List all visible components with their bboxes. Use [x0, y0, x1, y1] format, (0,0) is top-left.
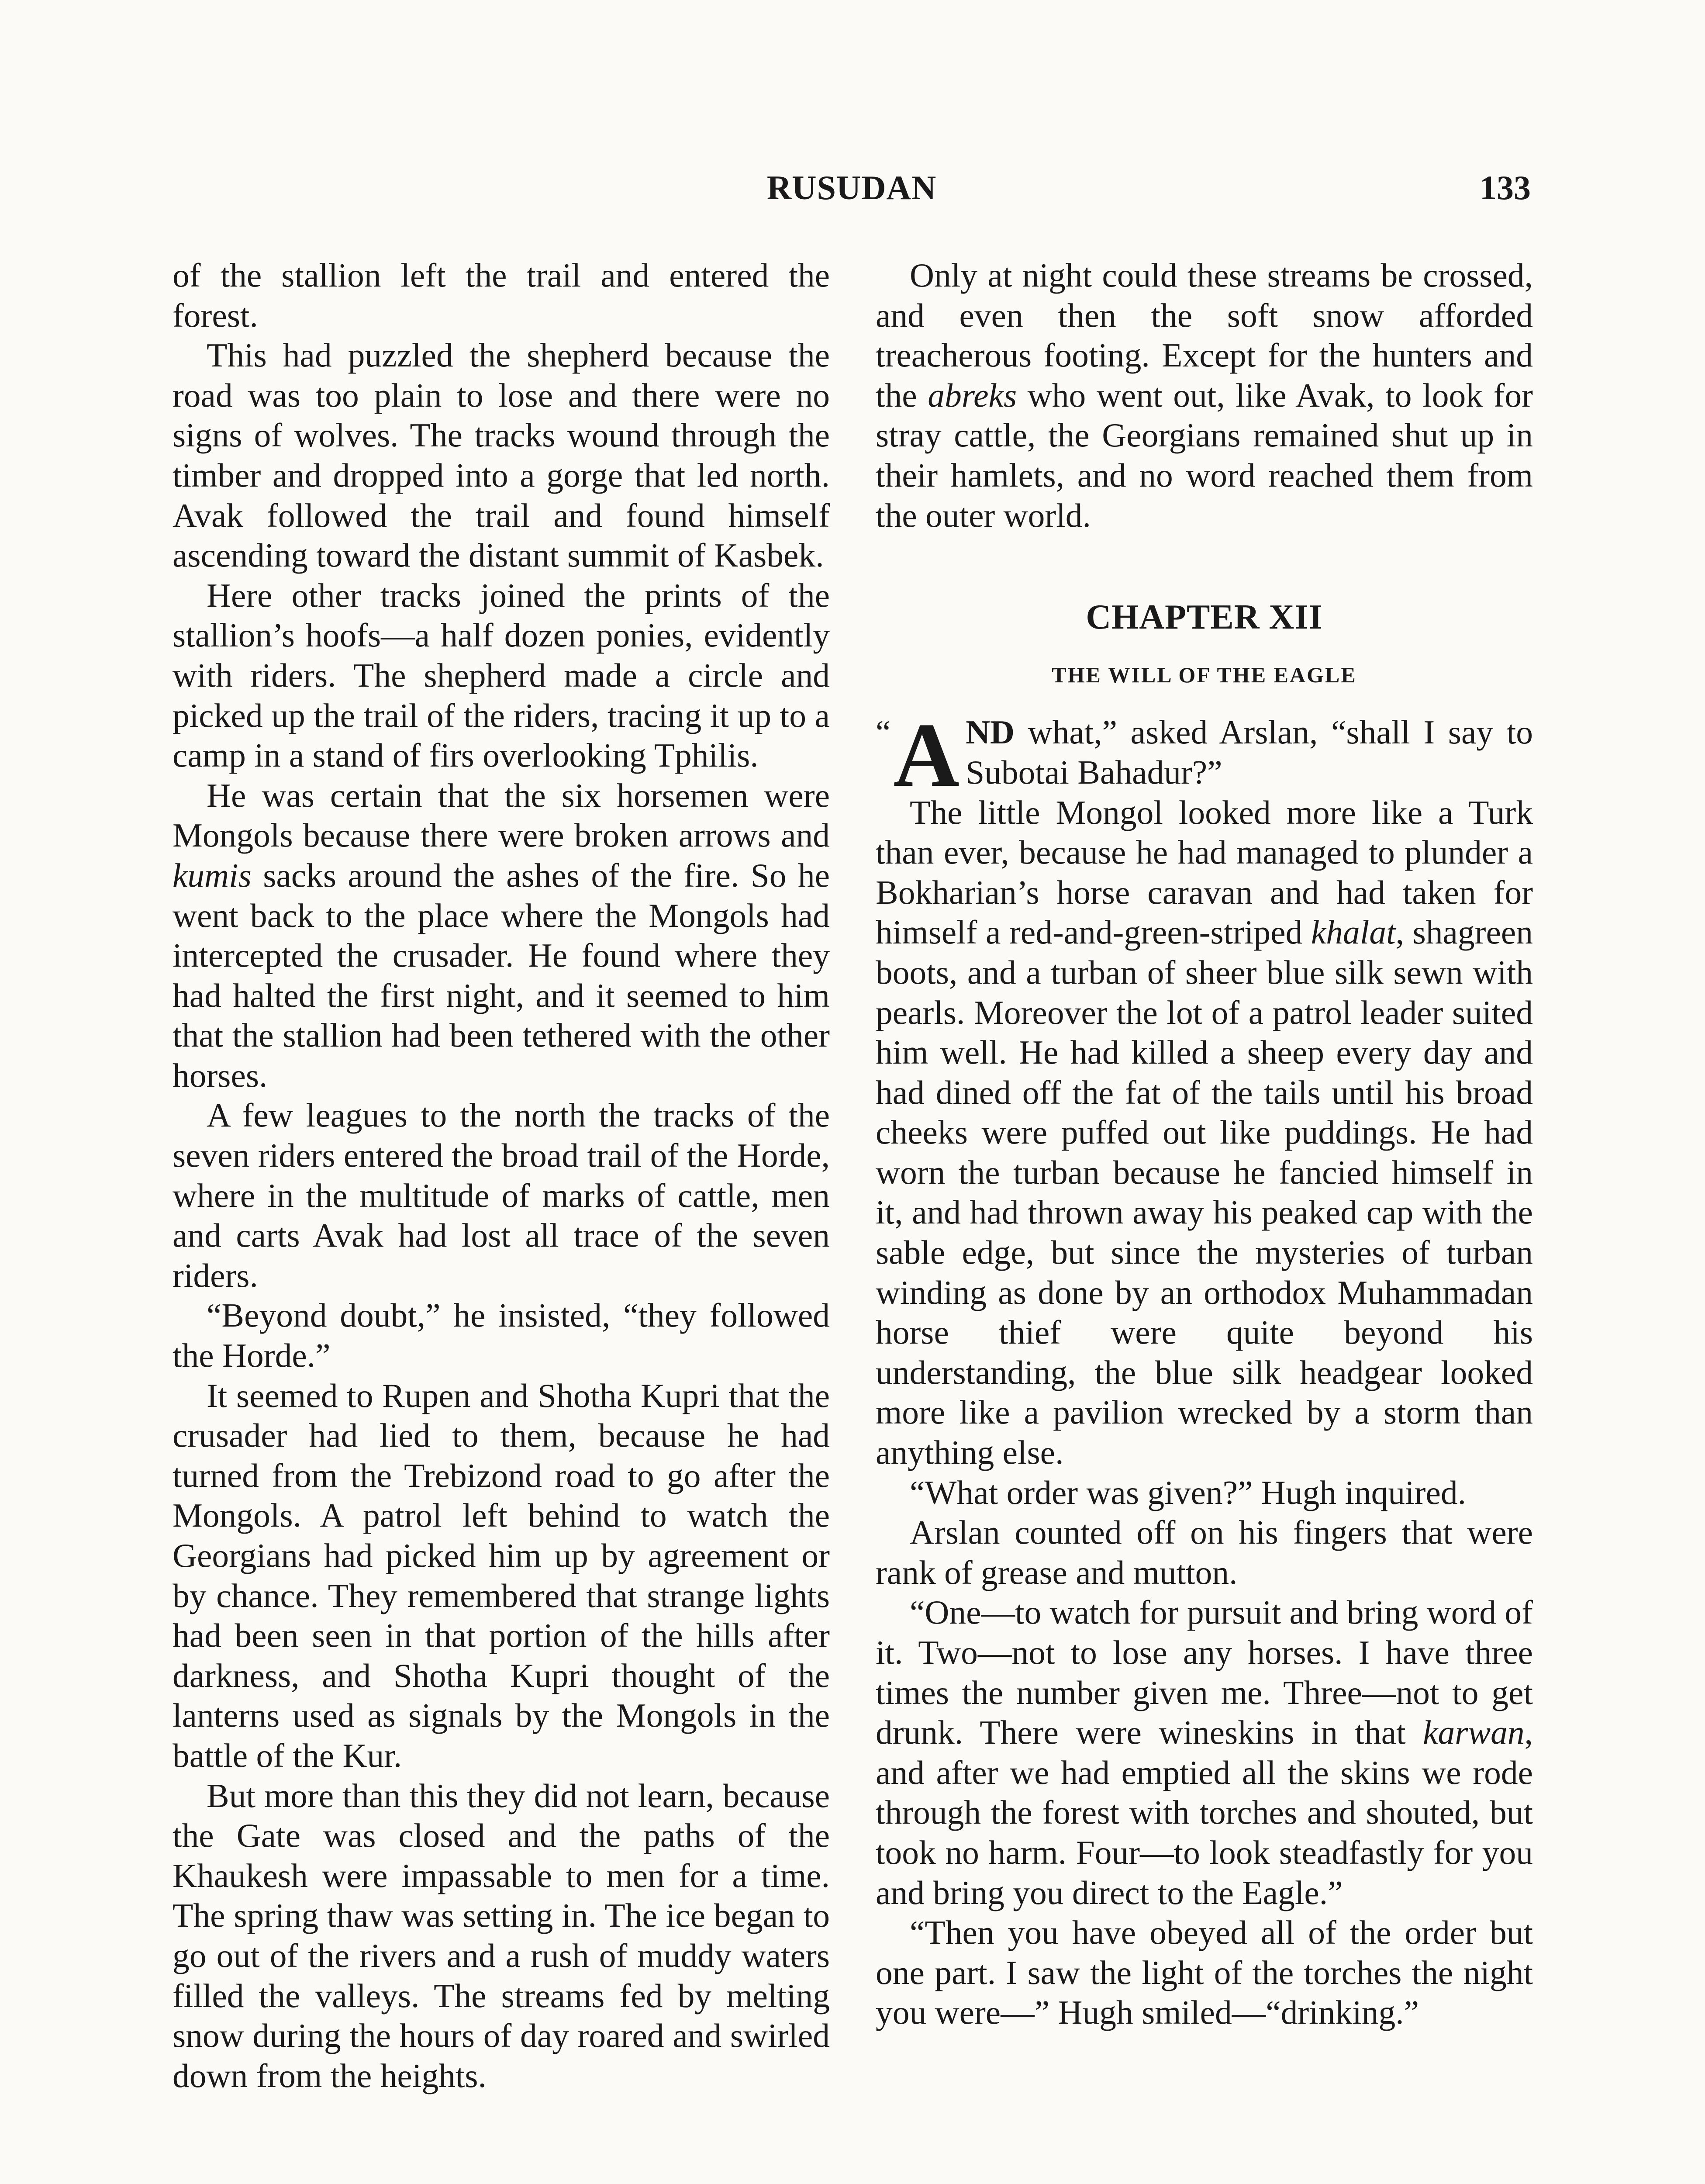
opening-small-caps: ND	[966, 713, 1015, 751]
opening-text: what,” asked Arslan, “shall I say to Subotai Bahadur?”	[966, 713, 1533, 791]
chapter-title: CHAPTER XII	[1086, 598, 1323, 637]
paragraph: “One—to watch for pursuit and bring word of it. Two—not to lose any horses. I have three times the number given me. Three—not to get drunk. There were wineskins in that karwan, and after we had emptied all the skins we rode through the forest with torches and shouted, but took no harm. Four—to look steadfastly for you and bring you direct to the Eagle.”	[876, 1593, 1533, 1911]
chapter-subtitle: THE WILL OF THE EAGLE	[1052, 662, 1357, 687]
paragraph: But more than this they did not learn, because the Gate was closed and the paths of the Khaukesh were impassable to men for a time. The spring thaw was setting in. The ice began to go out of the rivers and a rush of muddy waters filled the valleys. The streams fed by melting snow during the hours of day roared and swirled down from the heights.	[173, 1776, 830, 2094]
paragraph: Arslan counted off on his fingers that were rank of grease and mutton.	[876, 1514, 1533, 1591]
page-number: 133	[1480, 169, 1531, 207]
paragraph: Here other tracks joined the prints of the stallion’s hoofs—a half dozen ponies, evidently with riders. The shepherd made a circle and picked up the trail of the riders, tracing it up to a camp in a stand of firs overlooking Tphilis.	[173, 576, 830, 774]
paragraph: The little Mongol looked more like a Turk than ever, because he had managed to plunder a Bokharian’s horse caravan and had taken for himself a red-and-green-striped khalat, shagreen boots, and a turban of sheer blue silk sewn with pearls. Moreover the lot of a patrol leader suited him well. He had killed a sheep every day and had dined off the fat of the tails until his broad cheeks were puffed out like puddings. He had worn the turban because he fancied himself in it, and had thrown away his peaked cap with the sable edge, but since the mysteries of turban winding as done by an orthodox Muhammadan horse thief were quite beyond his understanding, the blue silk headgear looked more like a pavilion wrecked by a storm than anything else.	[876, 793, 1533, 1472]
paragraph: He was certain that the six horsemen were Mongols because there were broken arrows and kumis sacks around the ashes of the fire. So he went back to the place where the Mongols had intercepted the crusader. He found where they had halted the first night, and it seemed to him that the stallion had been tethered with the other horses.	[173, 776, 830, 1094]
drop-cap: A	[893, 705, 960, 806]
paragraph: This had puzzled the shepherd because the road was too plain to lose and there were no signs of wolves. The tracks wound through the timber and dropped into a gorge that led north. Avak followed the trail and found himself ascending toward the distant summit of Kasbek.	[173, 336, 830, 574]
left-column	[173, 256, 830, 2096]
right-column	[876, 256, 1533, 2033]
paragraph: Only at night could these streams be crossed, and even then the soft snow afforded treacherous footing. Except for the hunters and the abreks who went out, like Avak, to look for stray cattle, the Georgians remained shut up in their hamlets, and no word reached them from the outer world.	[876, 256, 1533, 534]
opening-quote-mark: “	[876, 713, 891, 751]
paragraph: “Then you have obeyed all of the order but one part. I saw the light of the torches the night you were—” Hugh smiled—“drinking.”	[876, 1914, 1533, 2032]
running-title: RUSUDAN	[766, 169, 937, 207]
paragraph: “What order was given?” Hugh inquired.	[910, 1473, 1466, 1511]
page-header	[173, 168, 1531, 221]
paragraph: “Beyond doubt,” he insisted, “they followed the Horde.”	[173, 1296, 830, 1375]
paragraph: A few leagues to the north the tracks of the seven riders entered the broad trail of the Horde, where in the multitude of marks of cattle, men and carts Avak had lost all trace of the seven riders.	[173, 1096, 830, 1294]
chapter-opening-paragraph	[876, 705, 1533, 806]
paragraph: of the stallion left the trail and entered the forest.	[173, 256, 830, 334]
paragraph: It seemed to Rupen and Shotha Kupri that the crusader had lied to them, because he had turned from the Trebizond road to go after the Mongols. A patrol left behind to watch the Georgians had picked him up by agreement or by chance. They remembered that strange lights had been seen in that portion of the hills after darkness, and Shotha Kupri thought of the lanterns used as signals by the Mongols in the battle of the Kur.	[173, 1376, 830, 1774]
